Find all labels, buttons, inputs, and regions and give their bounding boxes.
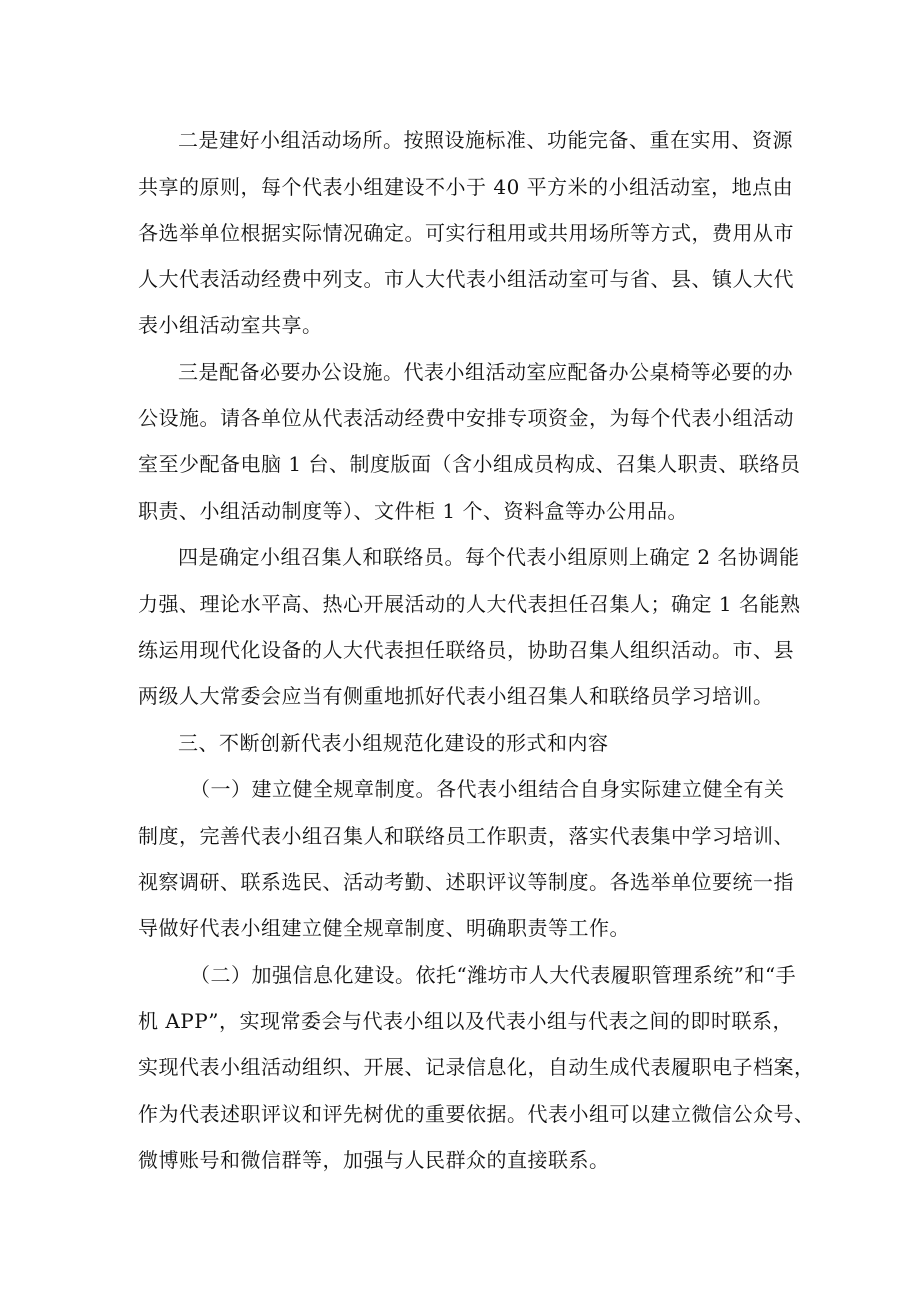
- paragraph-2-line-4: 职责、小组活动制度等）、文件柜 1 个、资料盒等办公用品。: [138, 499, 688, 523]
- paragraph-2-line-1: 三是配备必要办公设施。代表小组活动室应配备办公桌椅等必要的办: [178, 360, 793, 384]
- paragraph-4-line-2: 制度，完善代表小组召集人和联络员工作职责，落实代表集中学习培训、: [138, 824, 794, 848]
- paragraph-5-line-4: 作为代表述职评议和评先树优的重要依据。代表小组可以建立微信公众号、: [138, 1102, 815, 1126]
- paragraph-1-line-1: 二是建好小组活动场所。按照设施标准、功能完备、重在实用、资源: [178, 128, 793, 152]
- paragraph-3-line-1: 四是确定小组召集人和联络员。每个代表小组原则上确定 2 名协调能: [178, 545, 800, 569]
- paragraph-2-line-2: 公设施。请各单位从代表活动经费中安排专项资金，为每个代表小组活动: [138, 406, 794, 430]
- paragraph-4-line-3: 视察调研、联系选民、活动考勤、述职评议等制度。各选举单位要统一指: [138, 870, 794, 894]
- paragraph-1-line-2: 共享的原则，每个代表小组建设不小于 40 平方米的小组活动室，地点由: [138, 175, 794, 199]
- paragraph-3-line-2: 力强、理论水平高、热心开展活动的人大代表担任召集人；确定 1 名能熟: [138, 592, 801, 616]
- paragraph-1-line-4: 人大代表活动经费中列支。市人大代表小组活动室可与省、县、镇人大代: [138, 267, 794, 291]
- paragraph-3-line-3: 练运用现代化设备的人大代表担任联络员，协助召集人组织活动。市、县: [138, 638, 794, 662]
- paragraph-5-line-3: 实现代表小组活动组织、开展、记录信息化，自动生成代表履职电子档案，: [138, 1055, 815, 1079]
- paragraph-5-line-5: 微博账号和微信群等，加强与人民群众的直接联系。: [138, 1148, 610, 1172]
- paragraph-1-line-5: 表小组活动室共享。: [138, 313, 323, 337]
- paragraph-2-line-3: 室至少配备电脑 1 台、制度版面（含小组成员构成、召集人职责、联络员: [138, 452, 801, 476]
- paragraph-5-line-1: （二）加强信息化建设。依托“潍坊市人大代表履职管理系统”和“手: [190, 963, 797, 987]
- paragraph-5-line-2: 机 APP”，实现常委会与代表小组以及代表小组与代表之间的即时联系，: [138, 1009, 793, 1033]
- paragraph-3-line-4: 两级人大常委会应当有侧重地抓好代表小组召集人和联络员学习培训。: [138, 684, 774, 708]
- section-heading-3: 三、不断创新代表小组规范化建设的形式和内容: [178, 731, 609, 755]
- paragraph-4-line-4: 导做好代表小组建立健全规章制度、明确职责等工作。: [138, 916, 630, 940]
- paragraph-4-line-1: （一）建立健全规章制度。各代表小组结合自身实际建立健全有关: [190, 777, 785, 801]
- paragraph-1-line-3: 各选举单位根据实际情况确定。可实行租用或共用场所等方式，费用从市: [138, 221, 794, 245]
